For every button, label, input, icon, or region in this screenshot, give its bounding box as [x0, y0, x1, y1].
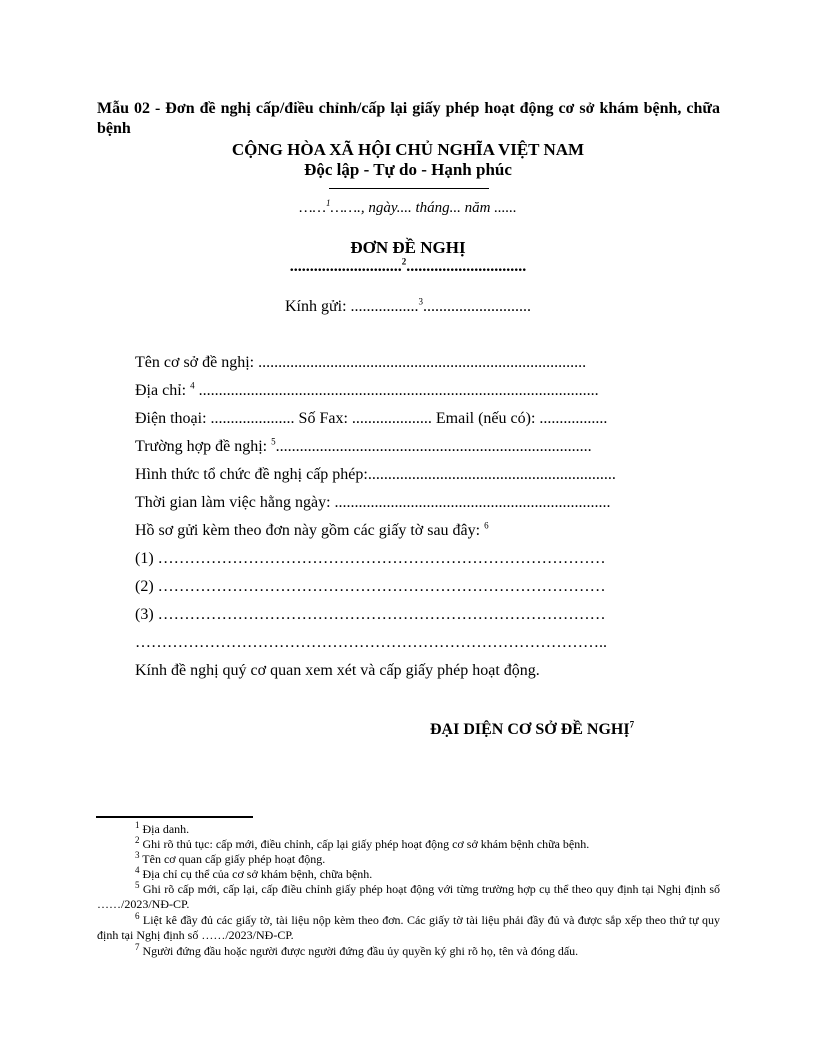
field-text: (1) ………………………………………………………………………… [135, 550, 606, 567]
procedure-right-dots: .............................. [406, 258, 527, 275]
field-text: (3) ………………………………………………………………………… [135, 606, 606, 623]
footnote-text: Địa danh. [139, 822, 190, 836]
footnote-ref-3: 3 [418, 296, 424, 307]
footnote-text: Tên cơ quan cấp giấy phép hoạt động. [139, 852, 326, 866]
footnote [97, 867, 720, 882]
procedure-line [0, 258, 816, 276]
footnote-ref-7: 7 [629, 719, 635, 730]
form-title: Mẫu 02 - Đơn đề nghị cấp/điều chỉnh/cấp lại giấy phép hoạt động cơ sở khám bệnh, chữa bệnh [97, 100, 720, 137]
motto-underline [329, 188, 489, 189]
footnote-ref: 6 [484, 520, 489, 531]
field-text: Hồ sơ gửi kèm theo đơn này gồm các giấy tờ sau đây: [135, 522, 485, 539]
signature-label [430, 721, 634, 739]
field-line [135, 550, 606, 568]
footnote-text: Người đứng đầu hoặc người được người đứng đầu ủy quyền ký ghi rõ họ, tên và đóng dấu. [139, 944, 579, 958]
footnote [97, 837, 720, 852]
field-line [135, 382, 599, 400]
field-text: Trường hợp đề nghị: [135, 438, 272, 455]
footnote-number: 6 [135, 911, 140, 921]
procedure-left-dots: ............................ [289, 258, 402, 275]
footnote-indent [97, 852, 135, 866]
footnote-number: 7 [135, 942, 140, 952]
footnote-indent [97, 944, 135, 958]
footnote-ref-1: 1 [325, 198, 331, 208]
footnote-number: 2 [135, 835, 140, 845]
footnote-indent [97, 837, 135, 851]
field-text: Hình thức tổ chức đề nghị cấp phép:.............................................................. [135, 466, 616, 483]
recipient-suffix: ........................... [423, 298, 532, 315]
field-text: …………………………………………………………………………….. [135, 634, 607, 651]
place-date-prefix: …… [299, 200, 326, 216]
footnote-text: Địa chỉ cụ thể của cơ sở khám bệnh, chữa bệnh. [139, 867, 373, 881]
footnote [97, 822, 720, 837]
field-line [135, 522, 489, 540]
footnote [97, 944, 720, 959]
field-line [135, 354, 586, 372]
document-heading: ĐƠN ĐỀ NGHỊ [350, 238, 466, 257]
field-text: Điện thoại: ..................... Số Fax: .................... Email (nếu có): ................. [135, 410, 608, 427]
footnote [97, 913, 720, 943]
signature-text: ĐẠI DIỆN CƠ SỞ ĐỀ NGHỊ [430, 721, 630, 738]
field-text: Địa chỉ: [135, 382, 191, 399]
field-dots: ............................................................................... [275, 438, 592, 455]
footnote-number: 4 [135, 865, 140, 875]
field-line [135, 410, 607, 428]
field-text: Tên cơ sở đề nghị: .................................................................................. [135, 354, 587, 371]
recipient-line [0, 298, 816, 316]
footnote-number: 1 [135, 820, 140, 830]
field-line [135, 494, 611, 512]
footnote-text: Liệt kê đầy đủ các giấy tờ, tài liệu nộp kèm theo đơn. Các giấy tờ tài liệu phải đầy đủ và được sắp xếp theo thứ tự quy định tại Nghị định số ……/2023/NĐ-CP. [97, 913, 720, 942]
footnote-indent [97, 867, 135, 881]
field-text: Kính đề nghị quý cơ quan xem xét và cấp giấy phép hoạt động. [135, 662, 540, 679]
recipient-prefix: Kính gửi: ................. [284, 298, 419, 315]
field-text: Thời gian làm việc hằng ngày: ..................................................................... [135, 494, 611, 511]
field-line [135, 466, 616, 484]
footnote-ref: 5 [271, 436, 276, 447]
field-dots: .................................................................................................... [194, 382, 599, 399]
field-text: (2) ………………………………………………………………………… [135, 578, 606, 595]
field-line [135, 662, 540, 680]
footnote-ref: 4 [190, 380, 195, 391]
footnote-indent [97, 913, 135, 927]
footnote-indent [97, 882, 135, 896]
footnote-text: Ghi rõ cấp mới, cấp lại, cấp điều chỉnh giấy phép hoạt động với từng trường hợp cụ thể theo quy định tại Nghị định số ……/2023/NĐ-CP. [97, 882, 720, 911]
footnote-number: 5 [135, 880, 140, 890]
country-name: CỘNG HÒA XÃ HỘI CHỦ NGHĨA VIỆT NAM [231, 140, 585, 159]
field-line [135, 634, 607, 652]
place-date-line [0, 200, 816, 217]
footnote [97, 882, 720, 912]
national-motto: Độc lập - Tự do - Hạnh phúc [304, 160, 512, 179]
footnote-ref-2: 2 [401, 256, 407, 267]
footnote-number: 3 [135, 850, 140, 860]
field-line [135, 438, 592, 456]
footnote [97, 852, 720, 867]
place-date-suffix: ……., ngày.... tháng... năm ...... [330, 200, 517, 216]
field-line [135, 578, 606, 596]
footnote-text: Ghi rõ thủ tục: cấp mới, điều chỉnh, cấp lại giấy phép hoạt động cơ sở khám bệnh chữa bệnh. [139, 837, 590, 851]
footnote-indent [97, 822, 135, 836]
field-line [135, 606, 606, 624]
footnote-separator [96, 816, 253, 818]
